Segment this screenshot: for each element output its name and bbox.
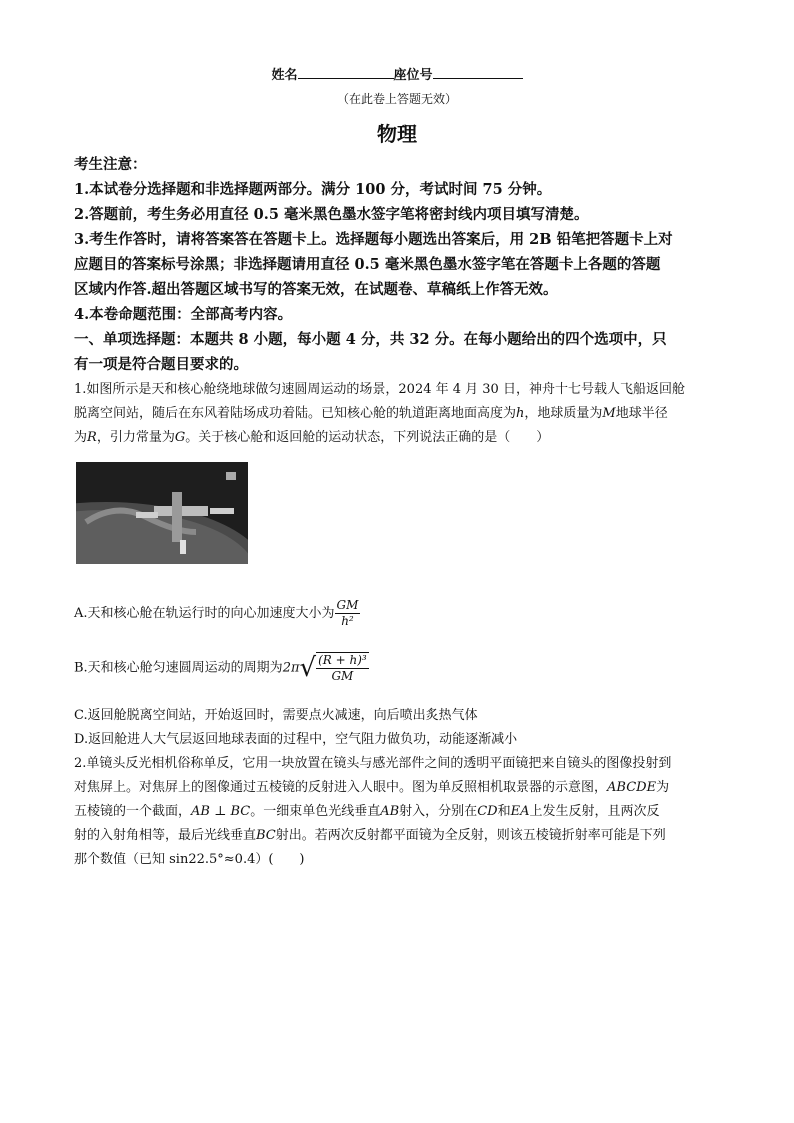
notice-item-3b: 应题目的答案标号涂黑；非选择题请用直径 0.5 毫米黑色墨水签字笔在答题卡上各题的答题: [74, 256, 661, 273]
space-station-photo: [76, 462, 248, 564]
q2-line2: 对焦屏上。对焦屏上的图像通过五棱镜的反射进入人眼中。图为单反照相机取景器的示意图，ABCDE为: [74, 780, 670, 795]
seat-blank[interactable]: [433, 66, 523, 79]
fraction-b: $\frac{\text{(R + h)³}}{GM}$: [318, 653, 367, 683]
notice-item-4: 4.本卷命题范围：全部高考内容。: [74, 306, 293, 323]
q1-options-cd: [74, 704, 724, 752]
q2-line4: 射的入射角相等，最后光线垂直BC射出。若两次反射都平面镜为全反射，则该五棱镜折射率可能是下列: [74, 828, 666, 843]
notice-heading: 考生注意：: [74, 156, 147, 173]
name-label: 姓名: [271, 68, 298, 83]
section1-line2: 有一项是符合题目要求的。: [74, 356, 248, 373]
question-1: [74, 378, 724, 450]
notice-section: [74, 152, 724, 377]
q1-line2: 脱离空间站，随后在东风着陆场成功着陆。已知核心舱的轨道距离地面高度为h，地球质量为M地球半径: [74, 406, 668, 421]
seat-label: 座位号: [393, 68, 433, 83]
q2-line3: 五棱镜的一个截面，AB ⊥ BC。一细束单色光线垂直AB射入，分别在CD和EA上发生反射，且两次反: [74, 804, 660, 819]
notice-item-2: 2.答题前，考生务必用直径 0.5 毫米黑色墨水签字笔将密封线内项目填写清楚。: [74, 206, 589, 223]
invalid-note: （在此卷上答题无效）: [336, 92, 457, 106]
q2-line1: 2.单镜头反光相机俗称单反，它用一块放置在镜头与感光部件之间的透明平面镜把来自镜头的图像投射到: [74, 756, 672, 771]
exam-header: [0, 64, 794, 83]
q1-line1: 1.如图所示是天和核心舱绕地球做匀速圆周运动的场景，2024 年 4 月 30 日，神舟十七号载人飞船返回舱: [74, 382, 685, 397]
space-station-illustration: [76, 462, 248, 564]
fraction-a: $\frac{GM}{\text{h²}}$: [336, 598, 359, 628]
name-blank[interactable]: [298, 66, 394, 79]
q1-option-d: D.返回舱进人大气层返回地球表面的过程中，空气阻力做负功，动能逐渐减小: [74, 732, 518, 747]
section1-line1: 一、单项选择题：本题共 8 小题，每小题 4 分，共 32 分。在每小题给出的四个选项中，只: [74, 331, 667, 348]
q1-line3: 为R，引力常量为G。关于核心舱和返回舱的运动状态，下列说法正确的是（ ）: [74, 430, 550, 445]
notice-item-3a: 3.考生作答时，请将答案答在答题卡上。选择题每小题选出答案后，用 2B 铅笔把答题卡上对: [74, 231, 673, 248]
notice-item-1: 1.本试卷分选择题和非选择题两部分。满分 100 分，考试时间 75 分钟。: [74, 181, 552, 198]
q2-line5: 那个数值（已知 sin22.5°≈0.4）( ): [74, 852, 305, 867]
sqrt-icon: √: [299, 653, 317, 683]
q1-option-a: A.天和核心舱在轨运行时的向心加速度大小为 $\frac{GM}{\text{h²}}$: [74, 598, 359, 628]
notice-item-3c: 区域内作答.超出答题区域书写的答案无效，在试题卷、草稿纸上作答无效。: [74, 281, 558, 298]
question-2: [74, 752, 724, 872]
q1-option-b: B.天和核心舱匀速圆周运动的周期为2π√ $\frac{\text{(R + h)³}}{GM}$: [74, 653, 367, 683]
page-title: 物理: [377, 122, 417, 146]
q1-option-c: C.返回舱脱离空间站，开始返回时，需要点火减速，向后喷出炙热气体: [74, 708, 478, 723]
